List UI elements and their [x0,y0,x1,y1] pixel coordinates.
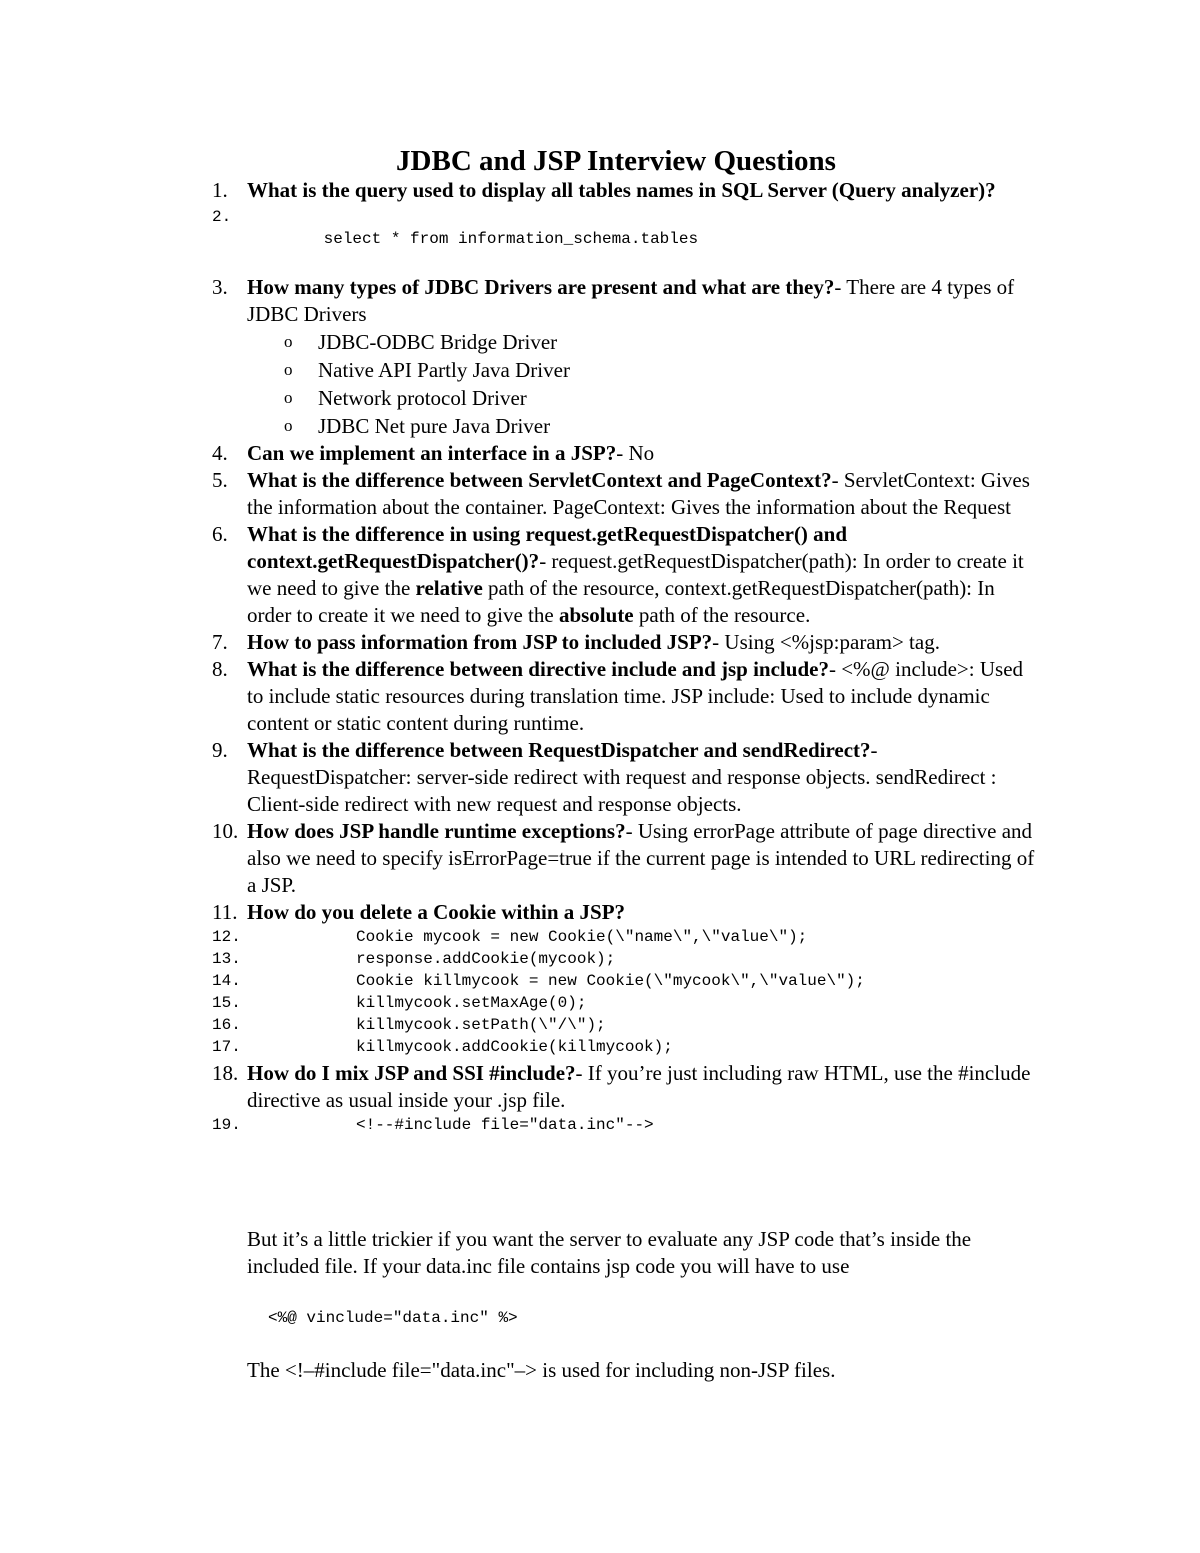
bullet-item [0,412,1200,440]
bullet-text: JDBC Net pure Java Driver [318,414,551,438]
code-line [0,1014,1056,1036]
item-number: 5. [212,468,228,492]
answer-text: - Using <%jsp:param> tag. [712,630,940,654]
answer-text: - If you’re just including raw HTML, use the #include directive as usual inside your .jsp file. [247,1061,1031,1112]
code-line [0,1114,1056,1136]
item-number: 11. [212,900,238,924]
item-number: 19. [212,1116,241,1134]
answer-text: - RequestDispatcher: server-side redirect with request and response objects. sendRedirect : Client-side redirect with new request and response objects. [247,738,997,816]
list-item [0,1060,1037,1114]
list-item [0,818,1037,899]
answer-text: - ServletContext: Gives the information about the container. PageContext: Gives the information about the Request [247,468,1030,519]
answer-text: - Using errorPage attribute of page directive and also we need to specify isErrorPage=true if the current page is intended to URL redirecting of a JSP. [247,819,1035,897]
code-text: select * from information_schema.tables [323,230,699,248]
item-number: 3. [212,275,228,299]
code-text: response.addCookie(mycook); [356,950,616,968]
bullet-text: Native API Partly Java Driver [318,358,570,382]
question-text: What is the query used to display all tables names in SQL Server (Query analyzer)? [247,178,996,202]
item-number: 17. [212,1038,241,1056]
code-line [0,948,1056,970]
item-number: 14. [212,972,241,990]
item-number: 15. [212,994,241,1012]
list-item [0,274,1037,328]
item-number: 8. [212,657,228,681]
body-paragraph: But it’s a little trickier if you want the server to evaluate any JSP code that’s inside the included file. If your data.inc file contains jsp code you will have to use [247,1227,972,1278]
bullet-text: Network protocol Driver [318,386,527,410]
bullet-icon: o [284,332,293,351]
question-text: How to pass information from JSP to included JSP? [247,630,713,654]
bullet-item [0,384,1200,412]
code-text: killmycook.setMaxAge(0); [356,994,587,1012]
question-list [0,177,1200,1136]
code-text: Cookie killmycook = new Cookie(\"mycook\",\"value\"); [356,972,865,990]
code-line [0,206,1046,272]
item-number: 12. [212,928,241,946]
code-line [0,970,1056,992]
answer-text: - request.getRequestDispatcher(path): In order to create it we need to give the [247,549,1024,600]
list-item [0,177,1037,204]
list-item [0,656,1037,737]
answer-text: path of the resource. [633,603,811,627]
answer-text: path of the resource, context.getRequestDispatcher(path): In order to create it we need to give the [247,576,995,627]
code-text: killmycook.setPath(\"/\"); [356,1016,606,1034]
bullet-item [0,356,1200,384]
answer-text: - There are 4 types of JDBC Drivers [247,275,1015,326]
list-item [0,899,1037,926]
bullet-icon: o [284,360,293,379]
code-line [0,992,1056,1014]
item-number: 7. [212,630,228,654]
question-text: How does JSP handle runtime exceptions? [247,819,626,843]
question-text: How many types of JDBC Drivers are present and what are they? [247,275,835,299]
list-item [0,440,1037,467]
code-text: Cookie mycook = new Cookie(\"name\",\"value\"); [356,928,808,946]
code-snippet: <%@ vinclude="data.inc" %> [268,1309,518,1327]
question-text: Can we implement an interface in a JSP? [247,441,617,465]
item-number: 16. [212,1016,241,1034]
item-number: 2. [212,208,232,226]
code-line [0,926,1056,948]
question-text: What is the difference between RequestDispatcher and sendRedirect? [247,738,871,762]
answer-text: - No [616,441,655,465]
item-number: 4. [212,441,228,465]
emphasis-text: absolute [558,603,634,627]
list-item [0,737,1037,818]
list-item [0,629,1037,656]
question-text: What is the difference between ServletContext and PageContext? [247,468,832,492]
item-number: 6. [212,522,228,546]
bullet-icon: o [284,416,293,435]
question-text: How do I mix JSP and SSI #include? [247,1061,576,1085]
question-text: What is the difference between directive include and jsp include? [247,657,829,681]
item-number: 10. [212,819,239,843]
bullet-item [0,328,1200,356]
code-text: killmycook.addCookie(killmycook); [356,1038,673,1056]
item-number: 9. [212,738,228,762]
page-title: JDBC and JSP Interview Questions [396,145,836,177]
code-text: <!--#include file="data.inc"--> [356,1116,654,1134]
list-item [0,521,1037,629]
emphasis-text: relative [415,576,483,600]
body-paragraph: The <!–#include file="data.inc"–> is used for including non-JSP files. [247,1358,836,1382]
bullet-icon: o [284,388,293,407]
answer-text: - <%@ include>: Used to include static resources during translation time. JSP include: Used to include dynamic content or static content during runtime. [247,657,1024,735]
question-text: How do you delete a Cookie within a JSP? [247,900,626,924]
code-line [0,1036,1056,1058]
question-text: What is the difference in using request.getRequestDispatcher() and context.getRequestDispatcher()? [247,522,848,573]
item-number: 1. [212,178,228,202]
list-item [0,467,1037,521]
item-number: 18. [212,1061,239,1085]
bullet-text: JDBC-ODBC Bridge Driver [318,330,558,354]
item-number: 13. [212,950,241,968]
